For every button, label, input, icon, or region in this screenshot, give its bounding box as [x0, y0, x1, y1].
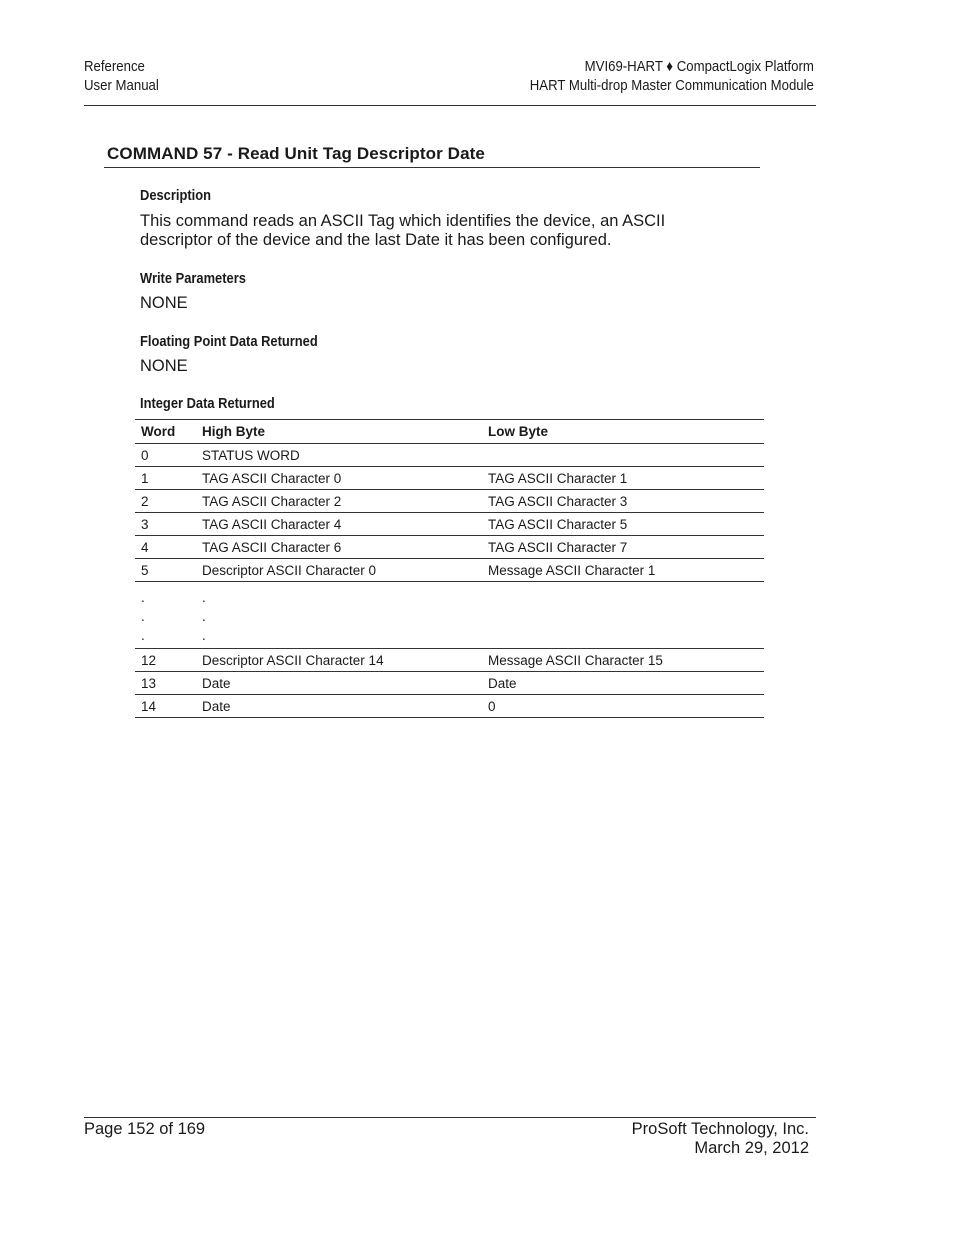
cell-high-byte: Descriptor ASCII Character 14: [196, 649, 482, 672]
table-row: [135, 559, 764, 582]
table-row: [135, 649, 764, 672]
footer-divider: [84, 1117, 816, 1118]
cell-word: 1: [135, 467, 196, 490]
table-row: [135, 536, 764, 559]
header-module: HART Multi-drop Master Communication Module: [529, 77, 814, 94]
cell-word: 12: [135, 649, 196, 672]
header-product: MVI69-HART ♦ CompactLogix Platform: [584, 58, 814, 75]
ellipsis-dot: .: [202, 609, 206, 624]
description-line-2: descriptor of the device and the last Date it has been configured.: [140, 231, 612, 249]
ellipsis-dot: .: [141, 590, 145, 605]
cell-high-byte: Date: [196, 672, 482, 695]
cell-high-byte: TAG ASCII Character 6: [196, 536, 482, 559]
cell-low-byte: TAG ASCII Character 1: [482, 467, 764, 490]
command-title: COMMAND 57 - Read Unit Tag Descriptor Date: [107, 144, 485, 163]
table-row: [135, 444, 764, 467]
description-line-1: This command reads an ASCII Tag which identifies the device, an ASCII: [140, 212, 666, 230]
cell-word: 2: [135, 490, 196, 513]
cell-low-byte: Message ASCII Character 15: [482, 649, 764, 672]
column-header-word: Word: [135, 420, 196, 444]
description-text: [140, 212, 740, 250]
cell-high-byte: Date: [196, 695, 482, 718]
header-section: Reference: [84, 58, 145, 75]
ellipsis-dot: .: [202, 628, 206, 643]
table-row: [135, 513, 764, 536]
write-parameters-heading: Write Parameters: [140, 270, 246, 287]
cell-low-byte: TAG ASCII Character 3: [482, 490, 764, 513]
integer-data-heading: Integer Data Returned: [140, 395, 275, 412]
cell-high-byte: TAG ASCII Character 2: [196, 490, 482, 513]
cell-word: 0: [135, 444, 196, 467]
column-header-low-byte: Low Byte: [482, 420, 764, 444]
table-row: [135, 490, 764, 513]
cell-word: 5: [135, 559, 196, 582]
cell-word: 13: [135, 672, 196, 695]
command-title-underline: [104, 167, 760, 168]
cell-high-byte: STATUS WORD: [196, 444, 482, 467]
cell-low-byte: Date: [482, 672, 764, 695]
floating-point-value: NONE: [140, 357, 188, 375]
description-heading: Description: [140, 187, 211, 204]
table-row: [135, 467, 764, 490]
table-row: [135, 695, 764, 718]
table-header-row: [135, 420, 764, 444]
cell-word: 14: [135, 695, 196, 718]
footer-right: [632, 1120, 809, 1158]
header-divider: [84, 105, 816, 106]
ellipsis-high-byte: [196, 582, 482, 649]
cell-low-byte: 0: [482, 695, 764, 718]
cell-word: 3: [135, 513, 196, 536]
ellipsis-low-byte: [482, 582, 764, 649]
ellipsis-dot: .: [141, 609, 145, 624]
ellipsis-dot: .: [141, 628, 145, 643]
cell-low-byte: TAG ASCII Character 7: [482, 536, 764, 559]
cell-word: 4: [135, 536, 196, 559]
footer-date: March 29, 2012: [694, 1139, 809, 1157]
write-parameters-value: NONE: [140, 294, 188, 312]
column-header-high-byte: High Byte: [196, 420, 482, 444]
cell-high-byte: Descriptor ASCII Character 0: [196, 559, 482, 582]
cell-high-byte: TAG ASCII Character 4: [196, 513, 482, 536]
cell-low-byte: TAG ASCII Character 5: [482, 513, 764, 536]
header-doc-type: User Manual: [84, 77, 159, 94]
cell-low-byte: Message ASCII Character 1: [482, 559, 764, 582]
table-row-ellipsis: [135, 582, 764, 649]
table-row: [135, 672, 764, 695]
ellipsis-dot: .: [202, 590, 206, 605]
floating-point-heading: Floating Point Data Returned: [140, 333, 318, 350]
footer-page-number: Page 152 of 169: [84, 1120, 206, 1138]
ellipsis-word: [135, 582, 196, 649]
footer-company: ProSoft Technology, Inc.: [631, 1120, 809, 1138]
cell-low-byte: [482, 444, 764, 467]
integer-data-table: [135, 419, 764, 718]
header-left: [84, 57, 159, 95]
header-right: [530, 57, 814, 95]
cell-high-byte: TAG ASCII Character 0: [196, 467, 482, 490]
